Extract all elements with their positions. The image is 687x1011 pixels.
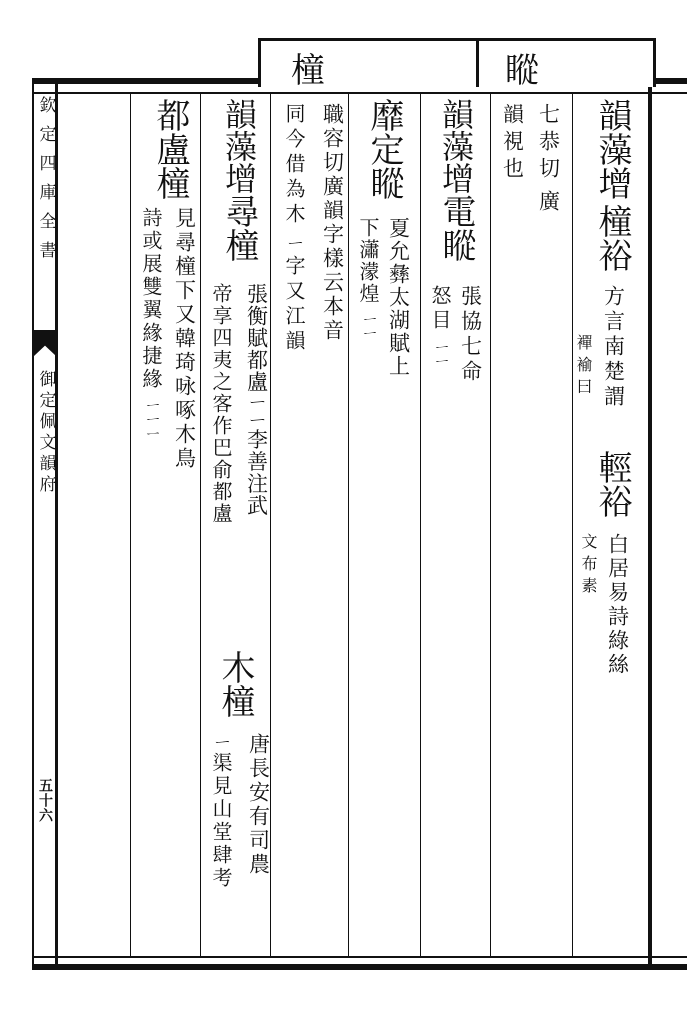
- entry-note-text: 見尋橦下又韓琦咏啄木鳥: [172, 207, 197, 471]
- margin-page-number-text: 五十六: [37, 778, 53, 823]
- entry-note-line-text: 韻視也: [500, 103, 525, 184]
- entry-column-3: [428, 98, 484, 262]
- entry-note-line: [138, 204, 164, 443]
- entry-note: [456, 282, 484, 388]
- entry-note-text: 白居易詩綠絲: [605, 533, 630, 677]
- entry-term-text: 輕裕: [592, 450, 632, 518]
- entry-note-text: 夏允彝太湖賦上: [386, 217, 411, 378]
- entry-note-text: 張協七命: [458, 285, 483, 385]
- entry-note-line-text: ㄧ字又江韻: [282, 234, 306, 355]
- heading-box-right: [470, 38, 656, 91]
- entry-note-line: [208, 280, 234, 528]
- entry-note: [598, 282, 628, 413]
- entry-note-text: 七恭切: [536, 103, 561, 184]
- entry-heading: 韻藻增: [220, 98, 258, 194]
- entry-note-line-text: 下瀟濛煌: [356, 217, 380, 305]
- entry-note-line: 襌褕曰: [574, 334, 593, 400]
- left-edge-rule: [32, 84, 34, 964]
- entry-note-text: 職容切廣韻字樣云本音: [320, 103, 345, 343]
- entry-column-1: [582, 96, 642, 274]
- margin-book-title-text: 欽定四庫全書: [35, 96, 56, 270]
- column-rule: [420, 94, 421, 956]
- column-rule: [490, 94, 491, 956]
- column-rule: [572, 94, 573, 956]
- entry-heading: 韻藻增: [592, 98, 632, 200]
- entry-column-4: [356, 98, 412, 200]
- entry-term: 都盧橦: [150, 98, 190, 200]
- entry-note-line-text: 怒目: [428, 285, 452, 333]
- entry-note-pair: [575, 282, 591, 452]
- entry-note-text: 方言南楚謂: [601, 285, 626, 410]
- entry-note-line-text: ㄧ渠見山堂肆考: [209, 733, 233, 890]
- entry-term: [583, 448, 641, 520]
- entry-note-line-text: 帝享四夷之客作巴俞都盧: [209, 283, 233, 525]
- entry-note-text: 唐長安有司農: [246, 733, 271, 877]
- entry-column-5: [286, 52, 330, 90]
- entry-note: [318, 100, 346, 346]
- entry-term: 橦裕: [592, 204, 632, 272]
- entry-note-text: 張衡賦都盧ㄧㄧ李善注武: [244, 283, 269, 517]
- entry-note: [534, 100, 562, 214]
- entry-note: [242, 280, 270, 520]
- entry-note-line: [500, 100, 524, 187]
- fishtail-mark: [34, 330, 56, 356]
- margin-page-number: [35, 778, 55, 823]
- margin-book-title: [36, 96, 54, 270]
- entry-note-line: [282, 100, 306, 358]
- entry-column-7: [142, 98, 198, 200]
- right-border-rule: [648, 84, 652, 964]
- bottom-border-rule: [32, 964, 687, 970]
- rhyme-heading: 橦: [291, 51, 325, 91]
- entry-note-line-text: 同今借為木: [282, 103, 306, 228]
- entry-note-line-text: ㄧㄧㄧ: [141, 397, 162, 441]
- entry-note: [384, 214, 412, 381]
- rhyme-heading: 瞛: [505, 51, 539, 91]
- entry-note-text: 廣: [536, 190, 561, 211]
- margin-section-title-text: 御定佩文韻府: [35, 370, 56, 496]
- entry-term: 尋橦: [219, 194, 259, 262]
- entry-term: 電瞛: [436, 194, 476, 262]
- entry-term-text: 木橦: [215, 650, 255, 718]
- entry-term: 靡定瞛: [364, 98, 404, 200]
- entry-column-2: [500, 52, 544, 90]
- entry-note-line-text: 文布素: [579, 533, 598, 599]
- entry-term: [208, 650, 262, 718]
- entry-note: [244, 730, 272, 880]
- entry-column-6: [212, 98, 266, 262]
- entry-heading: 韻藻增: [437, 98, 475, 194]
- entry-note-line-text: 詩或展雙翼緣捷緣: [139, 207, 163, 391]
- column-rule: [200, 94, 201, 956]
- bottom-border-inner-rule: [32, 956, 687, 958]
- column-rule: [130, 94, 131, 956]
- entry-note-line: [208, 730, 234, 893]
- entry-note: [604, 530, 630, 680]
- entry-note-line: [356, 214, 380, 343]
- margin-section-title: [35, 370, 55, 496]
- entry-note-line: [428, 282, 452, 371]
- entry-note-line-text: ㄧㄧ: [358, 311, 379, 340]
- entry-note-line: [578, 530, 598, 602]
- entry-note-line-text: ㄧㄧ: [430, 339, 451, 368]
- column-rule: [348, 94, 349, 956]
- entry-note: [170, 204, 198, 474]
